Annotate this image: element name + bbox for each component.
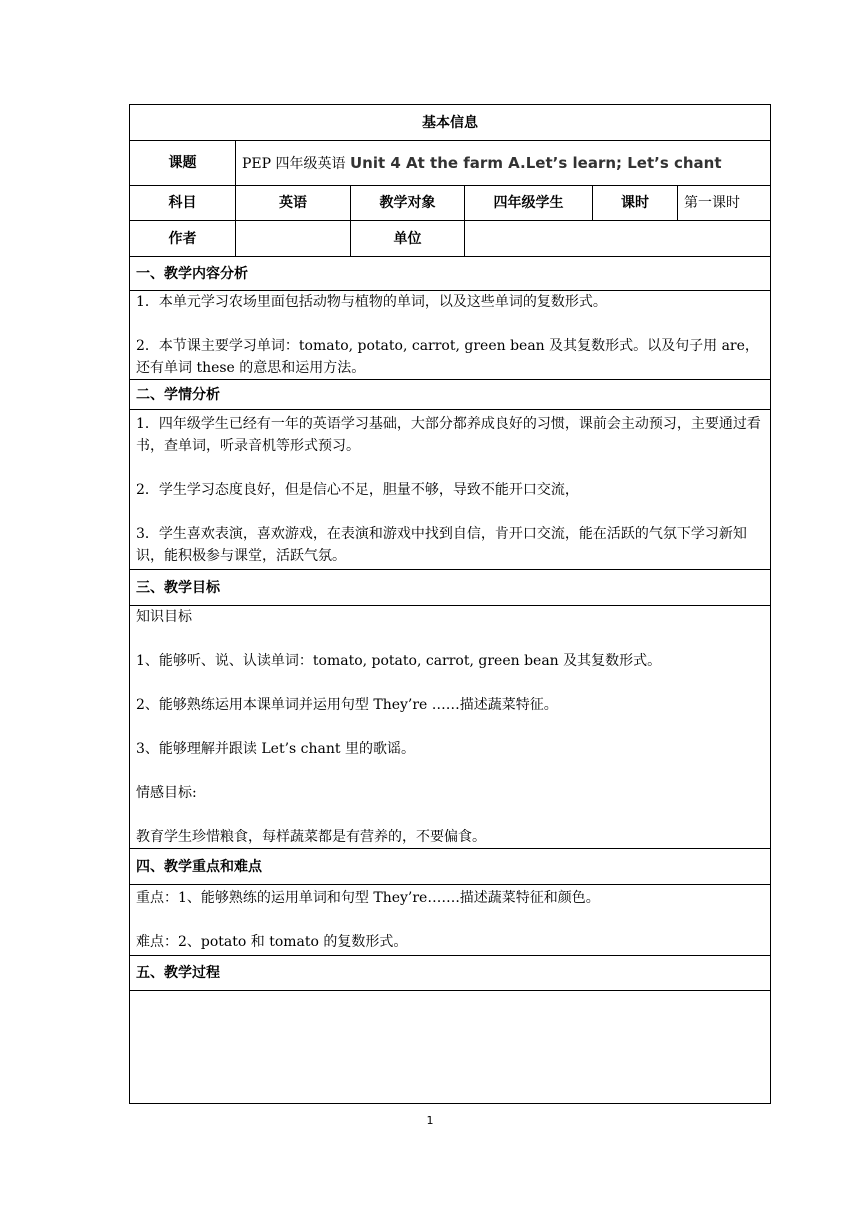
section-3-content [130, 606, 771, 849]
topic-prefix: PEP 四年级英语 [242, 155, 350, 172]
section-3-para: 1、能够听、说、认读单词：tomato, potato, carrot, green bean 及其复数形式。 [136, 653, 662, 669]
target-label: 教学对象 [351, 186, 465, 221]
section-2-body [130, 410, 771, 570]
lesson-plan-table [129, 104, 771, 1104]
section-5-title: 五、教学过程 [130, 956, 771, 991]
table-title: 基本信息 [130, 105, 771, 141]
section-4-para: 重点：1、能够熟练的运用单词和句型 They’re…….描述蔬菜特征和颜色。 [136, 890, 600, 906]
header-row [130, 105, 771, 141]
unit-value [465, 221, 771, 257]
section-1-para: 2．本节课主要学习单词：tomato, potato, carrot, green bean 及其复数形式。以及句子用 are，还有单词 these 的意思和运用方法。 [136, 338, 759, 376]
subject-value: 英语 [236, 186, 351, 221]
target-value: 四年级学生 [465, 186, 593, 221]
info-row [130, 186, 771, 221]
author-label: 作者 [130, 221, 236, 257]
section-4-content [130, 885, 771, 956]
topic-title: Unit 4 At the farm A.Let’s learn; Let’s chant [349, 153, 722, 172]
period-label: 课时 [593, 186, 678, 221]
topic-label: 课题 [130, 141, 236, 186]
author-row [130, 221, 771, 257]
section-4-body [130, 885, 771, 956]
section-2-para: 1．四年级学生已经有一年的英语学习基础，大部分都养成良好的习惯，课前会主动预习，主要通过看书，查单词，听录音机等形式预习。 [136, 415, 761, 454]
section-5-header [130, 956, 771, 991]
topic-value [236, 141, 771, 186]
section-4-header [130, 849, 771, 885]
topic-row [130, 141, 771, 186]
section-2-para: 3．学生喜欢表演，喜欢游戏，在表演和游戏中找到自信，肯开口交流，能在活跃的气氛下学习新知识，能积极参与课堂，活跃气氛。 [136, 525, 747, 564]
section-3-title: 三、教学目标 [130, 570, 771, 606]
section-5-body [130, 991, 771, 1104]
section-1-header [130, 257, 771, 291]
page-number: 1 [426, 1114, 434, 1127]
section-5-content [130, 991, 771, 1104]
section-2-para: 2．学生学习态度良好，但是信心不足，胆量不够，导致不能开口交流， [136, 481, 579, 498]
section-4-title: 四、教学重点和难点 [130, 849, 771, 885]
section-1-content [130, 291, 771, 380]
section-3-para: 2、能够熟练运用本课单词并运用句型 They’re ……描述蔬菜特征。 [136, 697, 558, 713]
section-1-title: 一、教学内容分析 [130, 257, 771, 291]
author-value [236, 221, 351, 257]
section-1-para: 1．本单元学习农场里面包括动物与植物的单词，以及这些单词的复数形式。 [136, 294, 607, 310]
section-3-body [130, 606, 771, 849]
section-4-para: 难点：2、potato 和 tomato 的复数形式。 [136, 934, 408, 950]
section-1-body [130, 291, 771, 380]
section-3-para: 知识目标 [136, 609, 192, 625]
period-value: 第一课时 [678, 186, 771, 221]
section-2-title: 二、学情分析 [130, 380, 771, 410]
section-3-para: 3、能够理解并跟读 Let’s chant 里的歌谣。 [136, 741, 415, 757]
section-3-header [130, 570, 771, 606]
subject-label: 科目 [130, 186, 236, 221]
section-2-content [130, 410, 771, 570]
unit-label: 单位 [351, 221, 465, 257]
section-2-header [130, 380, 771, 410]
section-3-para: 情感目标: [136, 785, 197, 801]
section-3-para: 教育学生珍惜粮食，每样蔬菜都是有营养的，不要偏食。 [136, 829, 486, 845]
